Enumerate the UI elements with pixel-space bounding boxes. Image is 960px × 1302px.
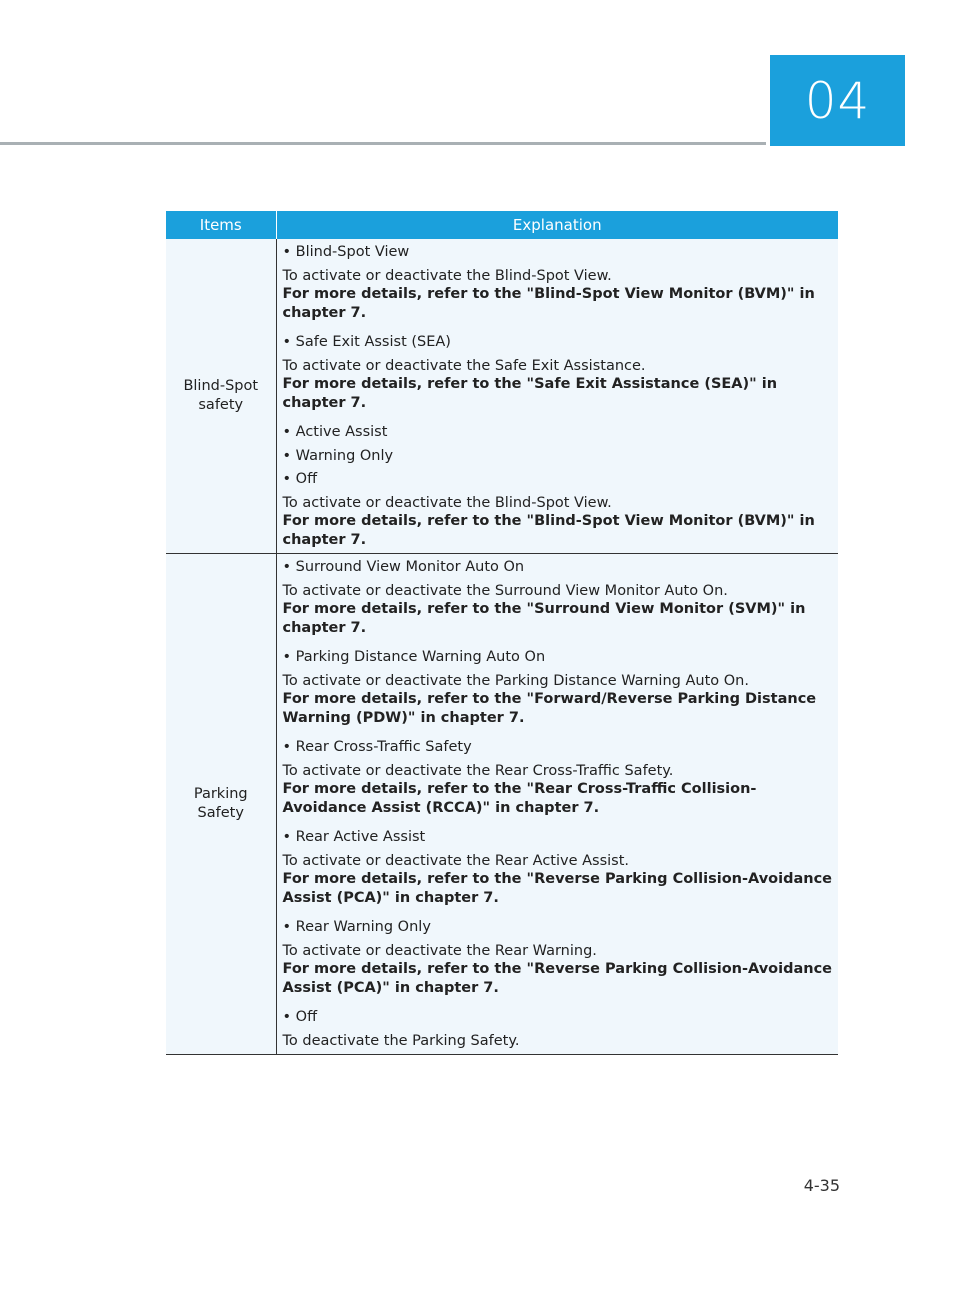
reference-note: For more details, refer to the "Rear Cross-Traffic Collision-Avoidance Assist (RCCA)" in chapter 7. — [282, 781, 757, 816]
option-description: To deactivate the Parking Safety. — [282, 1032, 520, 1049]
header-items: Items — [166, 211, 276, 239]
settings-table — [166, 211, 838, 1055]
table-row — [166, 554, 838, 1055]
option-description: To activate or deactivate the Parking Distance Warning Auto On. — [282, 672, 749, 689]
page-number: 4-35 — [803, 1176, 840, 1195]
table-row — [166, 239, 838, 554]
setting-group — [283, 1008, 833, 1050]
option-label: • Active Assist — [282, 424, 388, 440]
option-label: • Blind-Spot View — [282, 244, 410, 260]
setting-group — [283, 333, 833, 412]
option-label: • Rear Active Assist — [282, 829, 426, 845]
option-description: To activate or deactivate the Surround View Monitor Auto On. — [282, 582, 728, 599]
setting-group — [283, 918, 833, 997]
setting-group — [283, 648, 833, 727]
option-label: • Off — [282, 471, 318, 487]
option-label: • Warning Only — [282, 447, 394, 464]
reference-note: For more details, refer to the "Blind-Spot View Monitor (BVM)" in chapter 7. — [282, 286, 815, 321]
reference-note: For more details, refer to the "Blind-Spot View Monitor (BVM)" in chapter 7. — [282, 513, 815, 548]
option-description: To activate or deactivate the Rear Warning. — [282, 942, 597, 959]
item-cell: Blind-Spot safety — [166, 239, 276, 554]
setting-group — [283, 738, 833, 817]
option-description: To activate or deactivate the Rear Active Assist. — [282, 852, 630, 869]
option-description: To activate or deactivate the Rear Cross-Traffic Safety. — [282, 762, 674, 779]
option-label: • Rear Cross-Traffic Safety — [282, 739, 472, 755]
header-rule — [0, 142, 766, 145]
setting-group — [283, 558, 833, 637]
option-label: • Parking Distance Warning Auto On — [282, 649, 546, 665]
reference-note: For more details, refer to the "Forward/Reverse Parking Distance Warning (PDW)" in chapter 7. — [282, 691, 817, 726]
option-description: To activate or deactivate the Blind-Spot View. — [282, 267, 612, 284]
table-header-row — [166, 211, 838, 239]
reference-note: For more details, refer to the "Safe Exit Assistance (SEA)" in chapter 7. — [282, 376, 778, 411]
item-cell: Parking Safety — [166, 554, 276, 1055]
option-description: To activate or deactivate the Blind-Spot View. — [282, 494, 612, 511]
explanation-cell — [276, 554, 838, 1055]
option-label: • Rear Warning Only — [282, 919, 431, 935]
setting-group — [283, 423, 833, 549]
reference-note: For more details, refer to the "Reverse Parking Collision-Avoidance Assist (PCA)" in chapter 7. — [282, 871, 833, 906]
option-label: • Surround View Monitor Auto On — [282, 559, 525, 575]
setting-group — [283, 828, 833, 907]
explanation-cell — [276, 239, 838, 554]
option-label: • Off — [282, 1009, 318, 1025]
chapter-tab: 04 — [770, 55, 905, 146]
reference-note: For more details, refer to the "Surround View Monitor (SVM)" in chapter 7. — [282, 601, 806, 636]
reference-note: For more details, refer to the "Reverse Parking Collision-Avoidance Assist (PCA)" in chapter 7. — [282, 961, 833, 996]
option-label: • Safe Exit Assist (SEA) — [282, 334, 451, 350]
setting-group — [283, 243, 833, 322]
option-description: To activate or deactivate the Safe Exit Assistance. — [282, 357, 646, 374]
header-explanation: Explanation — [276, 211, 838, 239]
